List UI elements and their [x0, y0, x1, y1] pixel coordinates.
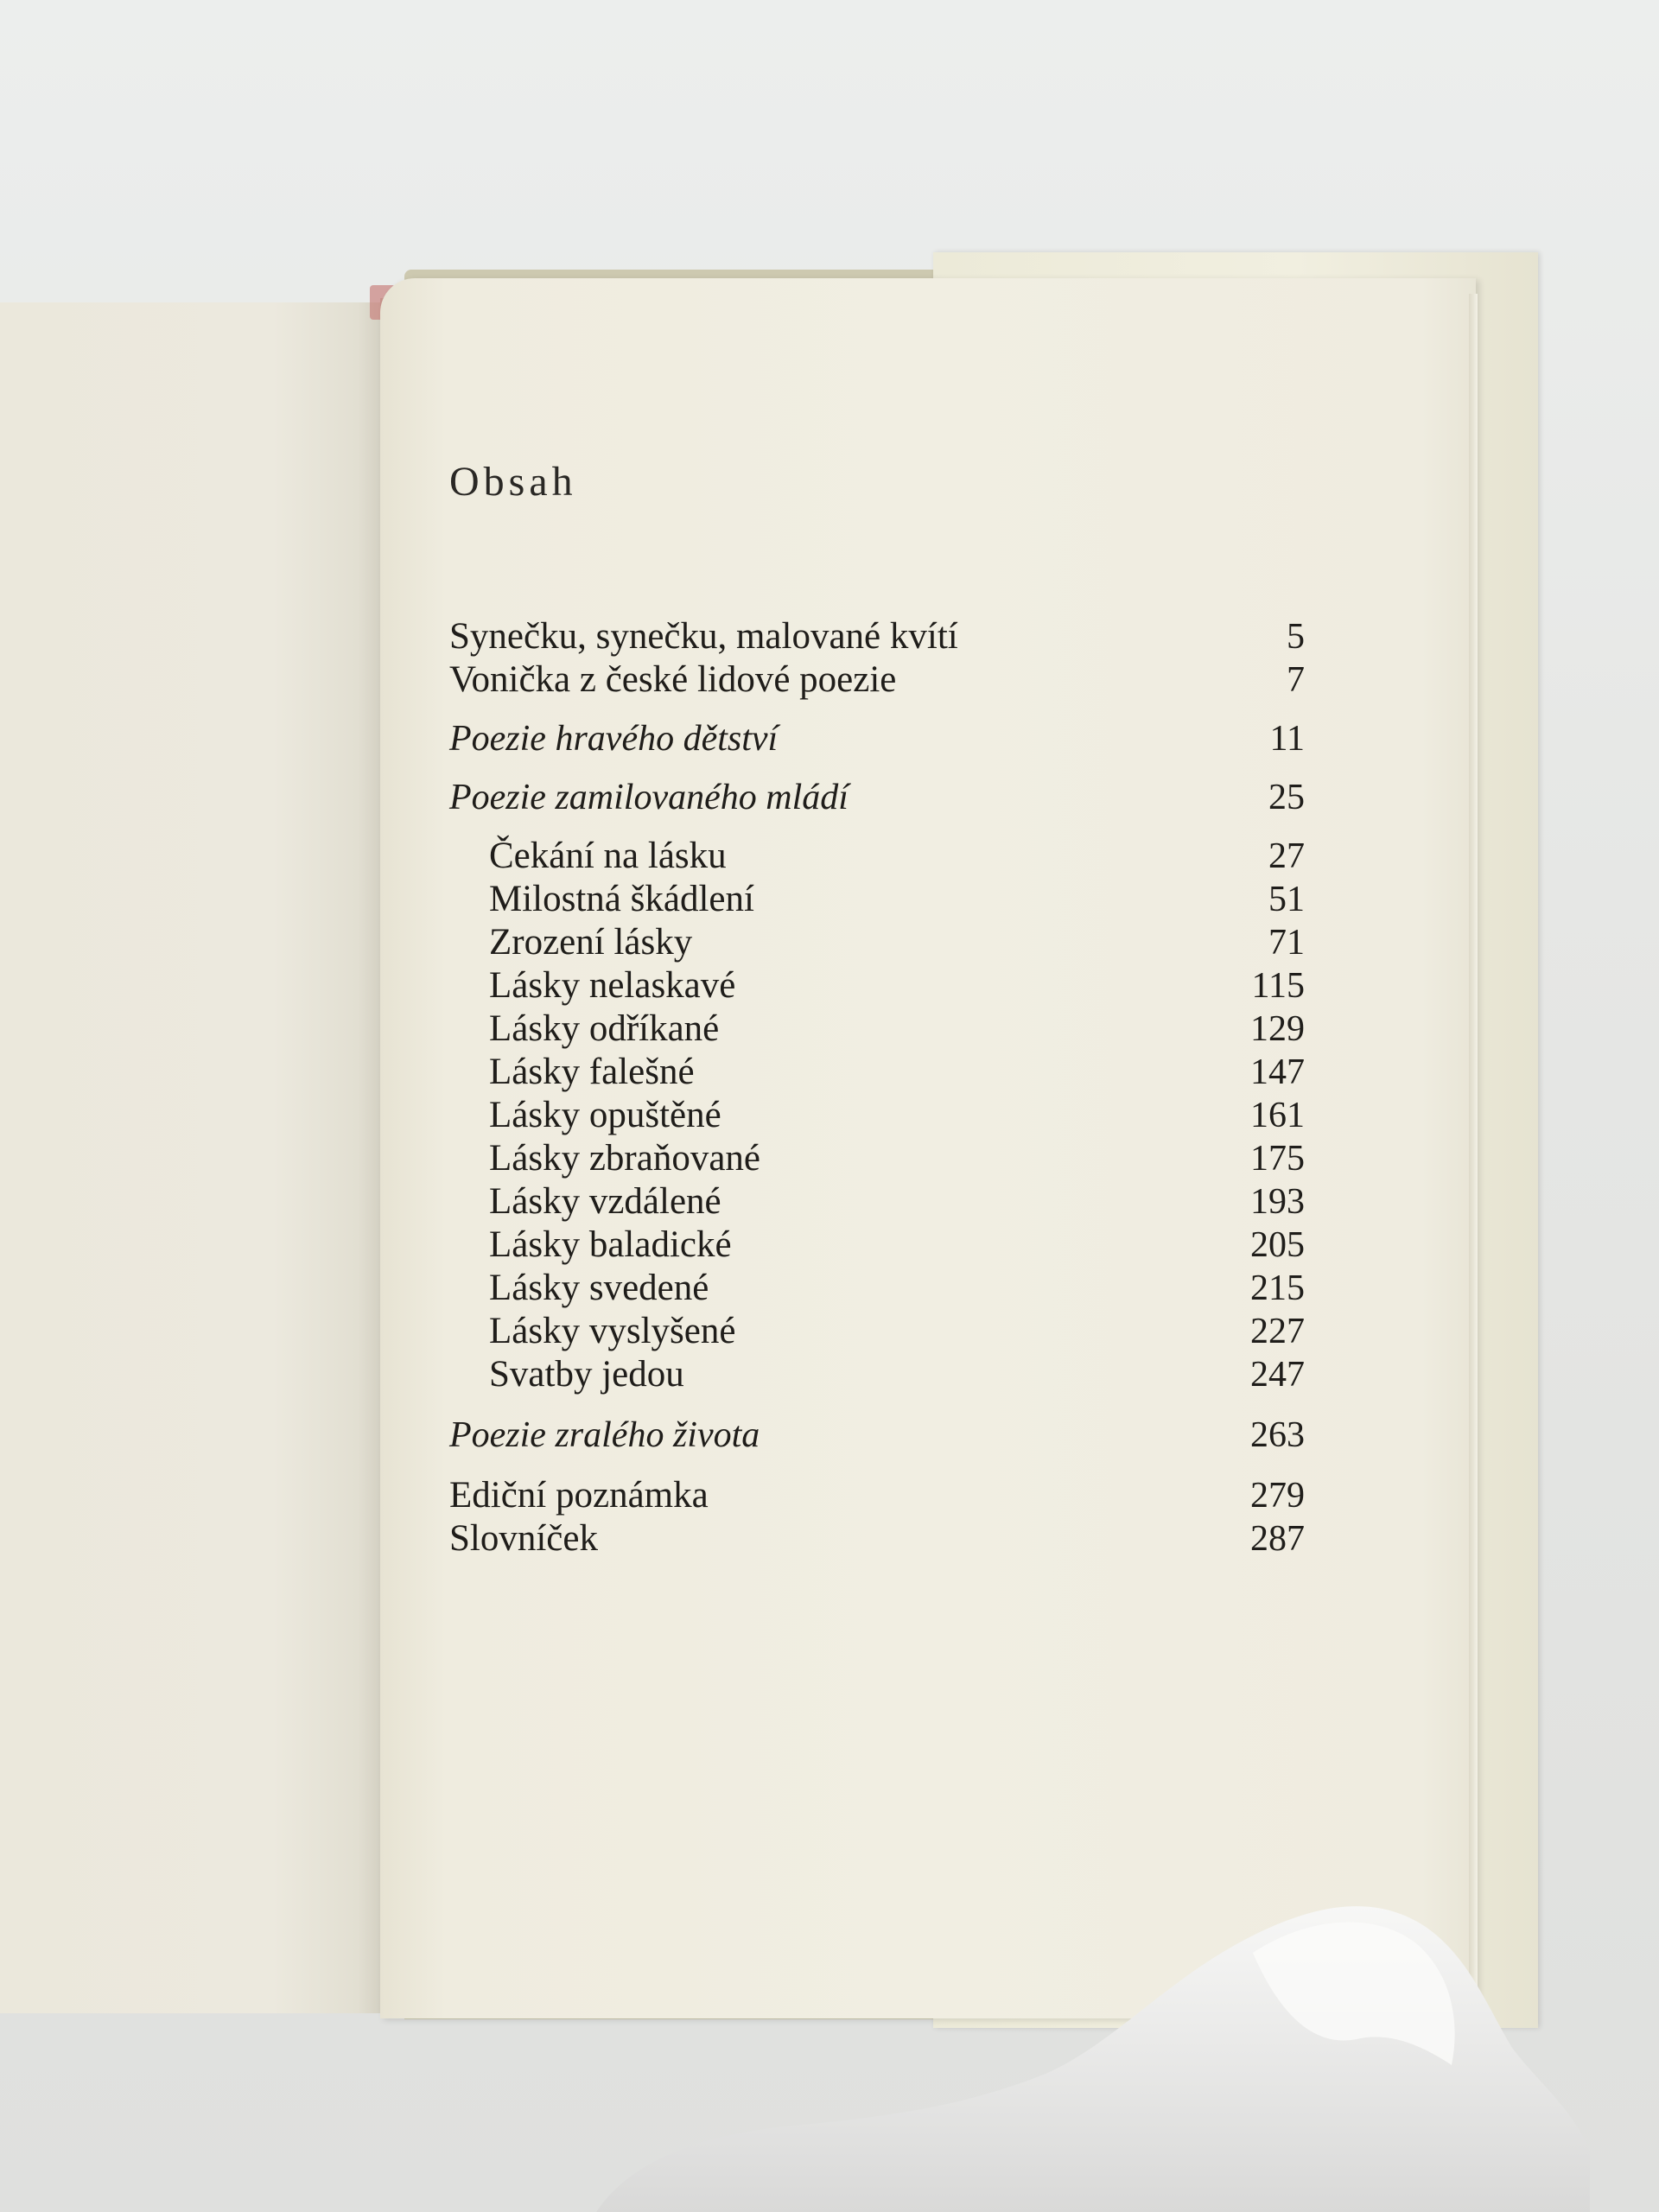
toc-entry-title: Lásky vzdálené	[489, 1181, 721, 1222]
toc-subentry	[449, 1224, 1305, 1267]
toc-entry-title: Svatby jedou	[489, 1354, 684, 1395]
table-of-contents	[449, 615, 1305, 1560]
toc-entry-page: 27	[1268, 836, 1305, 876]
toc-entry-page: 175	[1250, 1139, 1305, 1179]
toc-subentry	[449, 1180, 1305, 1224]
toc-section-title: Poezie zralého života	[449, 1415, 760, 1455]
toc-subentry	[449, 835, 1305, 878]
toc-entry-title: Lásky odříkané	[489, 1008, 720, 1049]
toc-subentry	[449, 1353, 1305, 1396]
toc-section	[449, 717, 1305, 760]
toc-entry-title: Lásky svedené	[489, 1268, 709, 1308]
toc-entry-page: 7	[1287, 660, 1305, 700]
page-title: Obsah	[449, 459, 577, 505]
toc-entry-page: 129	[1250, 1009, 1305, 1049]
toc-entry-title: Vonička z české lidové poezie	[449, 659, 897, 700]
toc-subentry	[449, 1137, 1305, 1180]
toc-subentry	[449, 1267, 1305, 1310]
toc-entry-title: Synečku, synečku, malované kvítí	[449, 616, 958, 657]
toc-entry-title: Lásky nelaskavé	[489, 965, 736, 1006]
toc-subentry	[449, 1007, 1305, 1051]
toc-entry-title: Milostná škádlení	[489, 879, 754, 919]
toc-section-title: Poezie hravého dětství	[449, 719, 779, 759]
toc-entry-title: Lásky vyslyšené	[489, 1311, 736, 1351]
toc-entry-title: Lásky zbraňované	[489, 1138, 760, 1179]
toc-section	[449, 1414, 1305, 1457]
toc-entry-page: 227	[1250, 1312, 1305, 1351]
toc-subentry	[449, 921, 1305, 964]
toc-entry-page: 25	[1268, 778, 1305, 817]
toc-entry-page: 115	[1251, 966, 1305, 1006]
toc-entry-page: 193	[1250, 1182, 1305, 1222]
toc-entry-title: Slovníček	[449, 1518, 598, 1559]
left-book-page	[0, 302, 389, 2013]
toc-entry-page: 147	[1250, 1052, 1305, 1092]
toc-entry-page: 161	[1250, 1096, 1305, 1135]
page-edge	[1469, 294, 1478, 2013]
toc-entry-title: Lásky opuštěné	[489, 1095, 721, 1135]
toc-subentry	[449, 964, 1305, 1007]
toc-entry-page: 71	[1268, 923, 1305, 963]
toc-entry-title: Čekání na lásku	[489, 836, 727, 876]
toc-entry-page: 51	[1268, 880, 1305, 919]
toc-entry-page: 205	[1250, 1225, 1305, 1265]
toc-entry-page: 287	[1250, 1519, 1305, 1559]
toc-section	[449, 776, 1305, 819]
toc-subentry	[449, 1051, 1305, 1094]
toc-subentry	[449, 878, 1305, 921]
toc-entry-title: Zrození lásky	[489, 922, 693, 963]
toc-entry-page: 263	[1250, 1415, 1305, 1455]
toc-entry-page: 215	[1250, 1268, 1305, 1308]
toc-entry	[449, 1474, 1305, 1517]
toc-entry-title: Ediční poznámka	[449, 1475, 709, 1516]
toc-subentry	[449, 1310, 1305, 1353]
toc-entry-page: 5	[1287, 617, 1305, 657]
toc-entry-title: Lásky falešné	[489, 1052, 695, 1092]
toc-entry-page: 247	[1250, 1355, 1305, 1395]
toc-entry-page: 11	[1269, 719, 1305, 759]
toc-entry-title: Lásky baladické	[489, 1224, 732, 1265]
toc-entry-page: 279	[1250, 1476, 1305, 1516]
toc-subentry	[449, 1094, 1305, 1137]
toc-entry	[449, 1517, 1305, 1560]
toc-entry	[449, 615, 1305, 658]
toc-entry	[449, 658, 1305, 702]
toc-section-title: Poezie zamilovaného mládí	[449, 778, 849, 817]
